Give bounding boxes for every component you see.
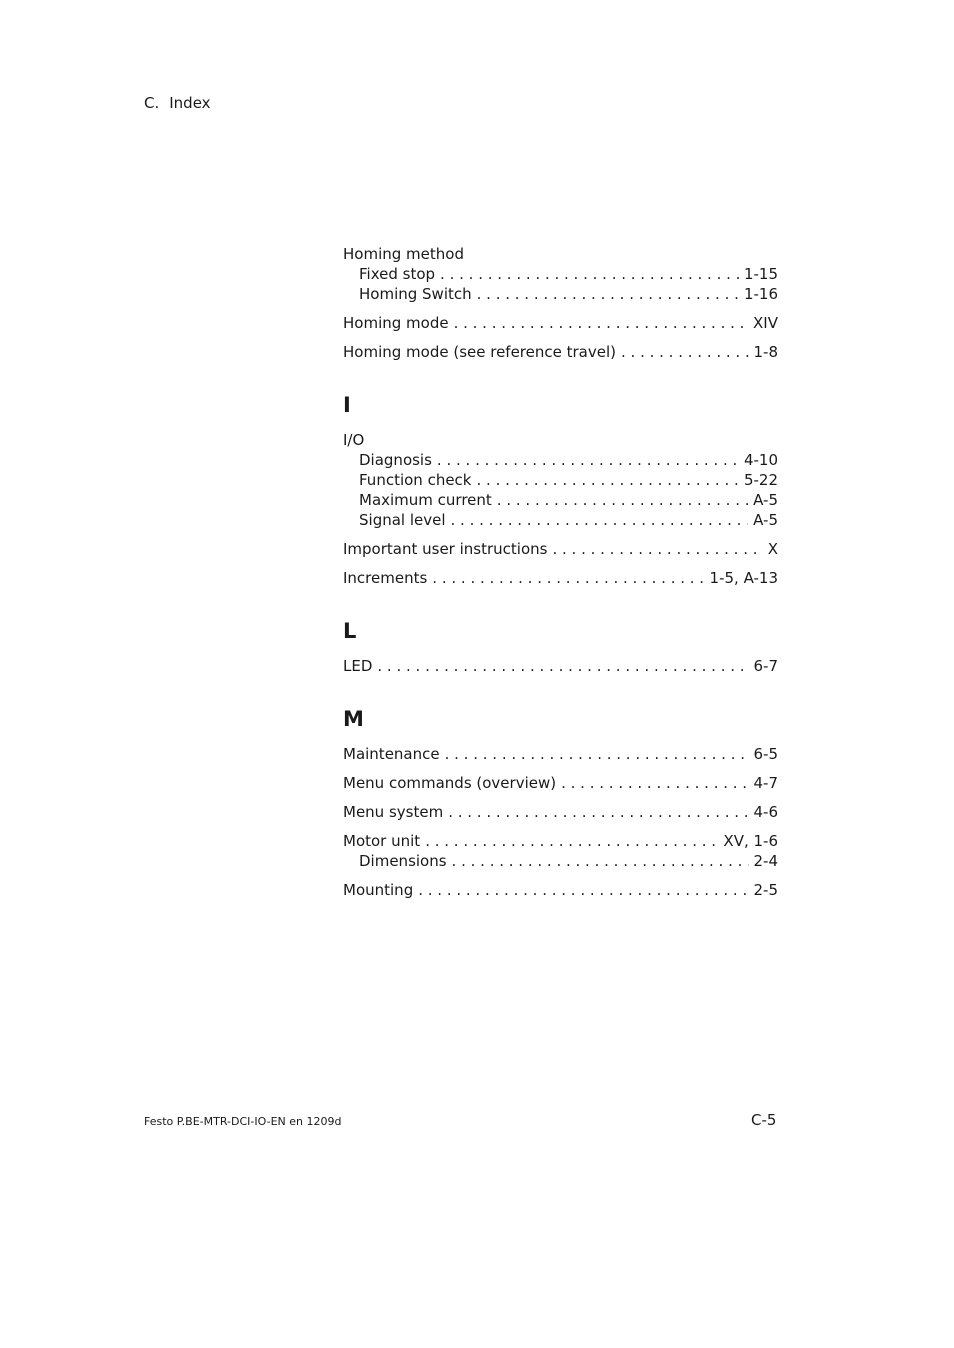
index-subterm-line [343, 851, 778, 871]
index-entry-io [343, 430, 778, 530]
index-term: Motor unit [343, 832, 421, 850]
page-ref: 2-4 [753, 852, 778, 870]
leader-dots [621, 342, 749, 362]
page-ref: 1-15 [743, 265, 778, 283]
index-term-line [343, 313, 778, 333]
page-ref: XIV [753, 314, 778, 332]
index-subterm: Maximum current [359, 491, 492, 509]
index-term-line [343, 342, 778, 362]
page-ref: X [767, 540, 778, 558]
index-letter-heading: I [343, 393, 351, 417]
page-ref: XV, 1-6 [723, 832, 778, 850]
leader-dots [437, 450, 739, 470]
page-ref: 4-7 [753, 774, 778, 792]
index-term: LED [343, 657, 373, 675]
leader-dots [552, 539, 762, 559]
index-term: Mounting [343, 881, 414, 899]
leader-dots [448, 802, 748, 822]
index-term: Menu system [343, 803, 444, 821]
page-ref: A-5 [753, 491, 778, 509]
index-term-line [343, 244, 778, 264]
leader-dots [452, 851, 749, 871]
index-letter-heading: L [343, 619, 357, 643]
leader-dots [425, 831, 718, 851]
index-subterm: Dimensions [359, 852, 447, 870]
index-subterm-line [343, 264, 778, 284]
leader-dots [561, 773, 748, 793]
index-entry-mounting [343, 880, 778, 900]
footer-document-id: Festo P.BE-MTR-DCI-IO-EN en 1209d [144, 1115, 342, 1128]
leader-dots [377, 656, 748, 676]
index-term-line [343, 539, 778, 559]
leader-dots [454, 313, 748, 333]
leader-dots [497, 490, 748, 510]
index-entry-menu-commands [343, 773, 778, 793]
footer-page-number: C-5 [751, 1111, 777, 1129]
index-term-line [343, 880, 778, 900]
page-ref: 6-7 [753, 657, 778, 675]
leader-dots [451, 510, 749, 530]
index-term-line [343, 430, 778, 450]
index-subterm-line [343, 450, 778, 470]
page-ref: 1-5, A-13 [709, 569, 778, 587]
index-letter-heading: M [343, 707, 364, 731]
index-entry-led [343, 656, 778, 676]
page-ref: 1-8 [753, 343, 778, 361]
index-entry-homing-method [343, 244, 778, 304]
section-number: C. [144, 94, 160, 112]
leader-dots [477, 470, 739, 490]
page-ref: 6-5 [753, 745, 778, 763]
index-term-line [343, 656, 778, 676]
index-term-line [343, 802, 778, 822]
index-term: Homing mode [343, 314, 449, 332]
index-subterm-line [343, 470, 778, 490]
running-header [144, 94, 211, 112]
index-term-line [343, 773, 778, 793]
index-subterm: Diagnosis [359, 451, 432, 469]
index-subterm: Homing Switch [359, 285, 472, 303]
index-term: Increments [343, 569, 428, 587]
index-term: Homing method [343, 245, 464, 263]
index-entry-important-user-instructions [343, 539, 778, 559]
page-ref: 4-10 [743, 451, 778, 469]
leader-dots [432, 568, 704, 588]
index-entry-motor-unit [343, 831, 778, 871]
leader-dots [477, 284, 739, 304]
index-term-line [343, 744, 778, 764]
leader-dots [440, 264, 739, 284]
index-subterm-line [343, 284, 778, 304]
index-entry-maintenance [343, 744, 778, 764]
index-subterm: Signal level [359, 511, 446, 529]
page-ref: 2-5 [753, 881, 778, 899]
index-term: Maintenance [343, 745, 440, 763]
page-ref: 5-22 [743, 471, 778, 489]
index-term: I/O [343, 431, 365, 449]
index-entry-menu-system [343, 802, 778, 822]
index-entry-increments [343, 568, 778, 588]
index-subterm-line [343, 510, 778, 530]
page-ref: A-5 [753, 511, 778, 529]
index-term: Menu commands (overview) [343, 774, 557, 792]
index-column [343, 244, 778, 909]
index-entry-homing-mode-reference [343, 342, 778, 362]
index-term: Homing mode (see reference travel) [343, 343, 616, 361]
section-title: Index [169, 94, 211, 112]
leader-dots [418, 880, 748, 900]
index-subterm: Function check [359, 471, 472, 489]
index-subterm-line [343, 490, 778, 510]
page-ref: 4-6 [753, 803, 778, 821]
index-term-line [343, 568, 778, 588]
index-entry-homing-mode [343, 313, 778, 333]
index-term: Important user instructions [343, 540, 548, 558]
index-term-line [343, 831, 778, 851]
page-ref: 1-16 [743, 285, 778, 303]
index-subterm: Fixed stop [359, 265, 436, 283]
leader-dots [445, 744, 749, 764]
